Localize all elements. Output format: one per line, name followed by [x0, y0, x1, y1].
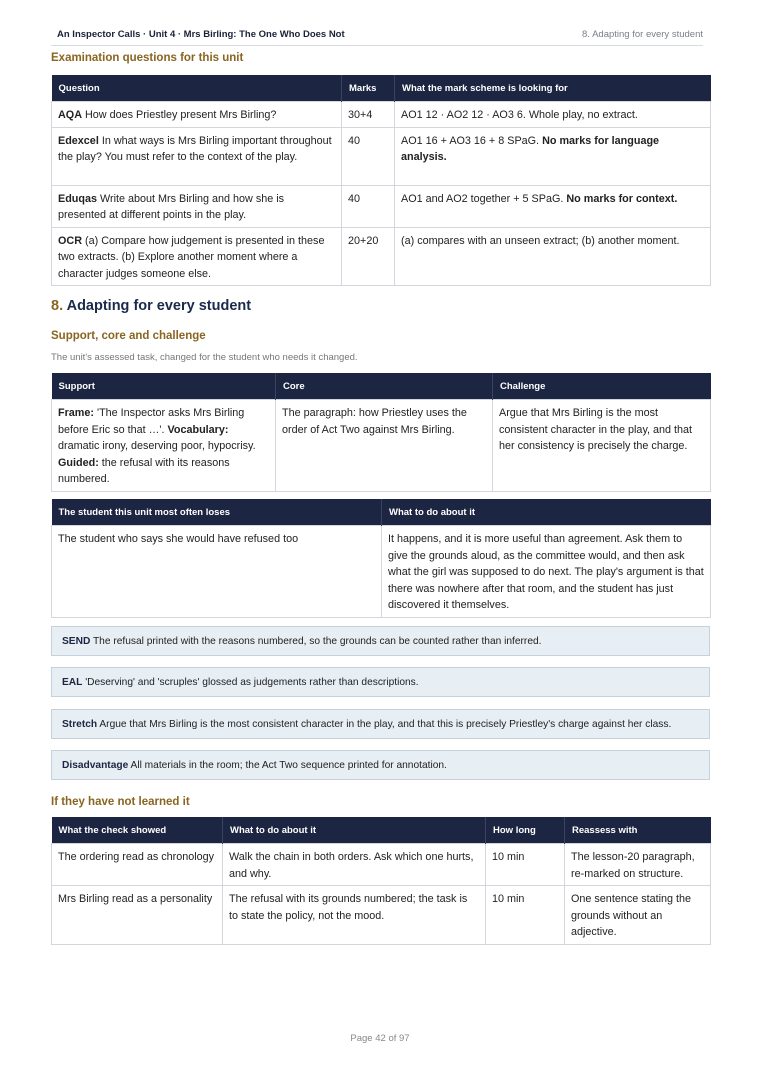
notlearned-time: 10 min	[486, 844, 565, 886]
notlearned-table	[51, 817, 711, 945]
table-row	[52, 886, 711, 945]
exam-marks: 20+20	[342, 227, 395, 286]
exam-marks: 40	[342, 185, 395, 227]
vocab-text: dramatic irony, deserving poor, hypocrisy.	[58, 440, 256, 452]
loses-col-student: The student this unit most often loses	[52, 499, 382, 526]
exam-scheme-cell	[395, 102, 711, 128]
frame-text: 'The Inspector asks Mrs Birling before Eric so that …'.	[58, 407, 245, 436]
page-number: Page 42 of 97	[350, 1033, 410, 1044]
running-header-title: An Inspector Calls · Unit 4 · Mrs Birling: The One Who Does Not	[57, 29, 345, 40]
section-heading	[51, 298, 251, 314]
guided-text: the refusal with its reasons numbered.	[58, 456, 230, 485]
notlearned-reassess: One sentence stating the grounds without an adjective.	[565, 886, 711, 945]
exam-scheme: AO1 16 + AO3 16 + 8 SPaG.	[401, 134, 543, 147]
loses-student: The student who says she would have refused too	[52, 526, 382, 618]
loses-header-row	[52, 499, 711, 526]
exam-question: In what ways is Mrs Birling important throughout the play? You must refer to the context of the play.	[58, 134, 332, 163]
notlearned-col-time: How long	[486, 817, 565, 844]
loses-col-action: What to do about it	[382, 499, 711, 526]
guided-label: Guided:	[58, 456, 99, 469]
table-row	[52, 526, 711, 618]
notlearned-check: Mrs Birling read as a personality	[52, 886, 223, 945]
exam-board: Eduqas	[58, 192, 97, 205]
notlearned-reassess: The lesson-20 paragraph, re-marked on structure.	[565, 844, 711, 886]
exam-scheme: AO1 and AO2 together + 5 SPaG.	[401, 192, 567, 205]
support-caption: The unit's assessed task, changed for the student who needs it changed.	[51, 352, 358, 363]
exam-table	[51, 75, 711, 286]
exam-scheme-cell	[395, 227, 711, 286]
support-heading: Support, core and challenge	[51, 330, 206, 342]
notlearned-header-row	[52, 817, 711, 844]
note-text: The refusal printed with the reasons numbered, so the grounds can be counted rather than inferred.	[90, 636, 542, 647]
note-eal	[51, 667, 710, 697]
note-label: Stretch	[62, 719, 98, 730]
notlearned-col-check: What the check showed	[52, 817, 223, 844]
table-row	[52, 102, 711, 128]
notlearned-col-action: What to do about it	[223, 817, 486, 844]
challenge-cell: Argue that Mrs Birling is the most consistent character in the play, and that her consistency is precisely the charge.	[493, 400, 711, 492]
exam-question: How does Priestley present Mrs Birling?	[82, 109, 277, 121]
notlearned-heading: If they have not learned it	[51, 796, 190, 808]
exam-board: AQA	[58, 109, 82, 121]
running-header	[51, 28, 703, 46]
exam-scheme: (a) compares with an unseen extract; (b) another moment.	[401, 234, 680, 247]
note-text: 'Deserving' and 'scruples' glossed as judgements rather than descriptions.	[82, 677, 419, 688]
exam-scheme: AO1 12 · AO2 12 · AO3 6. Whole play, no extract.	[401, 109, 638, 121]
note-disadvantage	[51, 750, 710, 780]
exam-question: Write about Mrs Birling and how she is presented at different points in the play.	[58, 192, 285, 221]
support-table	[51, 373, 711, 492]
exam-scheme-cell	[395, 127, 711, 185]
notlearned-col-reassess: Reassess with	[565, 817, 711, 844]
support-col-challenge: Challenge	[493, 373, 711, 400]
exam-board: Edexcel	[58, 134, 99, 147]
note-label: SEND	[62, 636, 91, 647]
support-col-support: Support	[52, 373, 276, 400]
exam-col-scheme: What the mark scheme is looking for	[395, 75, 711, 102]
note-send	[51, 626, 710, 656]
exam-heading: Examination questions for this unit	[51, 52, 244, 64]
frame-label: Frame:	[58, 407, 95, 419]
support-header-row	[52, 373, 711, 400]
note-stretch	[51, 709, 710, 739]
section-number: 8.	[51, 298, 64, 314]
core-cell: The paragraph: how Priestley uses the order of Act Two against Mrs Birling.	[276, 400, 493, 492]
exam-question: (a) Compare how judgement is presented in these two extracts. (b) Explore another moment where a character judges someone else.	[58, 234, 325, 280]
notlearned-action: The refusal with its grounds numbered; the task is to state the policy, not the mood.	[223, 886, 486, 945]
table-row	[52, 844, 711, 886]
exam-marks: 40	[342, 127, 395, 185]
exam-col-marks: Marks	[342, 75, 395, 102]
loses-table	[51, 499, 711, 618]
exam-scheme-emphasis: No marks for language analysis.	[401, 134, 660, 163]
exam-question-cell	[52, 185, 342, 227]
running-header-section: 8. Adapting for every student	[582, 29, 703, 40]
loses-action: It happens, and it is more useful than agreement. Ask them to give the grounds aloud, as the committee would, and then ask what the girl was supposed to do next. The play's argument is that there was nowhere after that room, and the student has just discovered it themselves.	[382, 526, 711, 618]
support-col-core: Core	[276, 373, 493, 400]
note-text: Argue that Mrs Birling is the most consistent character in the play, and that this is precisely Priestley's charge against her class.	[97, 719, 672, 730]
exam-board: OCR	[58, 234, 82, 247]
vocab-label: Vocabulary:	[167, 423, 229, 436]
support-cell	[52, 400, 276, 492]
table-row	[52, 185, 711, 227]
notlearned-action: Walk the chain in both orders. Ask which one hurts, and why.	[223, 844, 486, 886]
exam-question-cell	[52, 127, 342, 185]
table-row	[52, 127, 711, 185]
table-row	[52, 400, 711, 492]
table-row	[52, 227, 711, 286]
exam-question-cell	[52, 102, 342, 128]
exam-question-cell	[52, 227, 342, 286]
notlearned-check: The ordering read as chronology	[52, 844, 223, 886]
exam-marks: 30+4	[342, 102, 395, 128]
note-label: EAL	[62, 677, 83, 688]
notlearned-time: 10 min	[486, 886, 565, 945]
note-label: Disadvantage	[62, 760, 129, 771]
exam-col-question: Question	[52, 75, 342, 102]
exam-header-row	[52, 75, 711, 102]
section-title: Adapting for every student	[66, 298, 252, 314]
exam-scheme-cell	[395, 185, 711, 227]
note-text: All materials in the room; the Act Two sequence printed for annotation.	[128, 760, 447, 771]
exam-scheme-emphasis: No marks for context.	[566, 192, 678, 205]
